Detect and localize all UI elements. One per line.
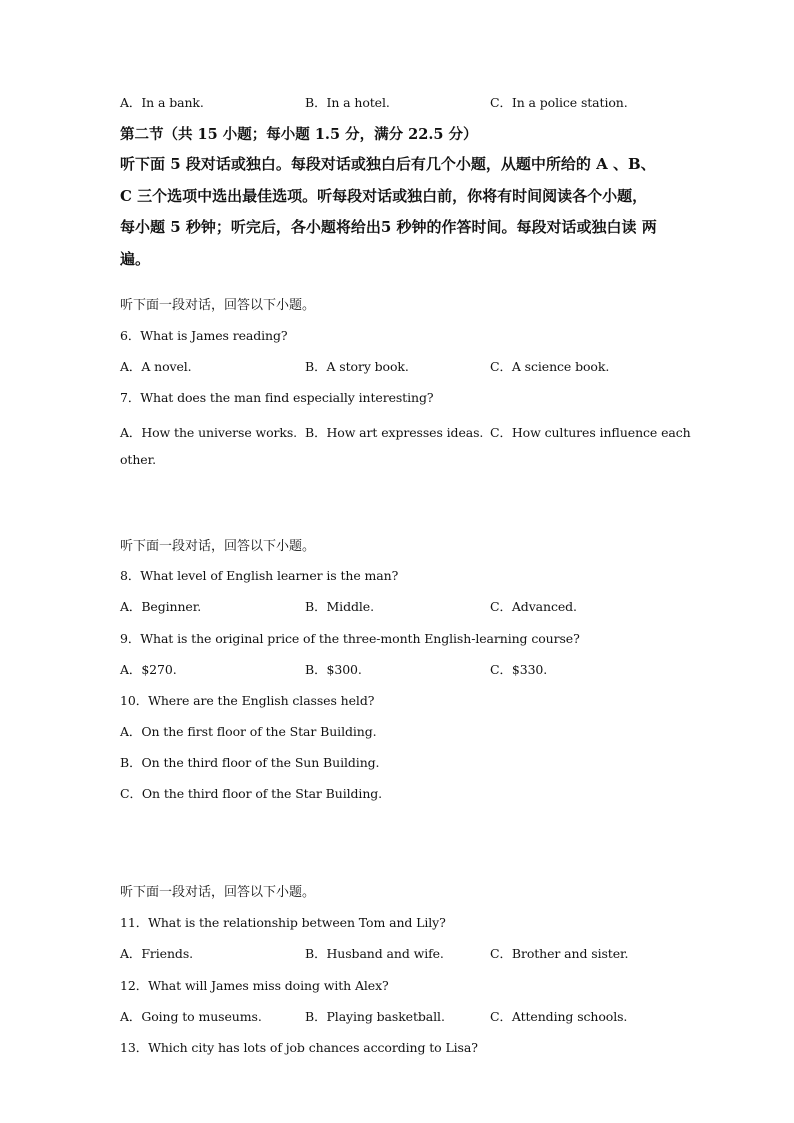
dialog-intro-3: 听下面一段对话，回答以下小题。	[120, 885, 316, 900]
q11-option-a: A．Friends.	[120, 946, 194, 961]
q11-option-b: B．Husband and wife.	[305, 946, 444, 961]
q11-option-c: C．Brother and sister.	[490, 946, 629, 961]
instruction-line-1: 听下面 5 段对话或独白。每段对话或独白后有几个小题，从题中所给的 A 、B、	[120, 155, 656, 173]
section-title: 第二节（共 15 小题；每小题 1.5 分，满分 22.5 分）	[120, 126, 478, 143]
dialog-intro-1: 听下面一段对话，回答以下小题。	[120, 298, 316, 313]
q12-option-b: B．Playing basketball.	[305, 1009, 445, 1024]
q12-option-c: C．Attending schools.	[490, 1009, 628, 1024]
q12-option-a: A．Going to museums.	[120, 1009, 262, 1024]
question-13: 13．Which city has lots of job chances according to Lisa?	[120, 1040, 478, 1055]
q9-option-b: B．$300.	[305, 662, 362, 677]
q10-option-b: B．On the third floor of the Sun Building.	[120, 755, 380, 770]
q9-option-c: C．$330.	[490, 662, 548, 677]
q7-option-b: B．How art expresses ideas.	[305, 425, 484, 440]
q6-option-c: C．A science book.	[490, 359, 610, 374]
q10-option-a: A．On the first floor of the Star Building.	[120, 724, 377, 739]
q7-option-c-continued: other.	[120, 452, 156, 467]
instruction-line-2: C 三个选项中选出最佳选项。听每段对话或独白前，你将有时间阅读各个小题，	[120, 186, 648, 205]
q5-option-c: C．In a police station.	[490, 95, 628, 110]
question-9: 9．What is the original price of the three-month English-learning course?	[120, 631, 580, 646]
question-11: 11．What is the relationship between Tom and Lily?	[120, 915, 446, 930]
q8-option-c: C．Advanced.	[490, 599, 577, 614]
instruction-line-3: 每小题 5 秒钟；听完后，各小题将给出5 秒钟的作答时间。每段对话或独白读 两	[120, 218, 657, 236]
section-instructions	[120, 149, 700, 275]
question-12: 12．What will James miss doing with Alex?	[120, 978, 389, 993]
q6-option-a: A．A novel.	[120, 359, 192, 374]
question-7: 7．What does the man find especially interesting?	[120, 390, 434, 405]
instruction-line-4: 遍。	[120, 249, 151, 268]
q8-option-a: A．Beginner.	[120, 599, 202, 614]
q5-option-b: B．In a hotel.	[305, 95, 390, 110]
q7-option-a: A．How the universe works.	[120, 425, 298, 440]
question-6: 6．What is James reading?	[120, 328, 288, 343]
q7-option-c: C．How cultures influence each	[490, 425, 691, 440]
dialog-intro-2: 听下面一段对话，回答以下小题。	[120, 539, 316, 554]
q6-option-b: B．A story book.	[305, 359, 409, 374]
q5-option-a: A．In a bank.	[120, 95, 204, 110]
question-10: 10．Where are the English classes held?	[120, 693, 375, 708]
q8-option-b: B．Middle.	[305, 599, 374, 614]
q10-option-c: C．On the third floor of the Star Building.	[120, 786, 383, 801]
q9-option-a: A．$270.	[120, 662, 177, 677]
question-8: 8．What level of English learner is the man?	[120, 568, 399, 583]
